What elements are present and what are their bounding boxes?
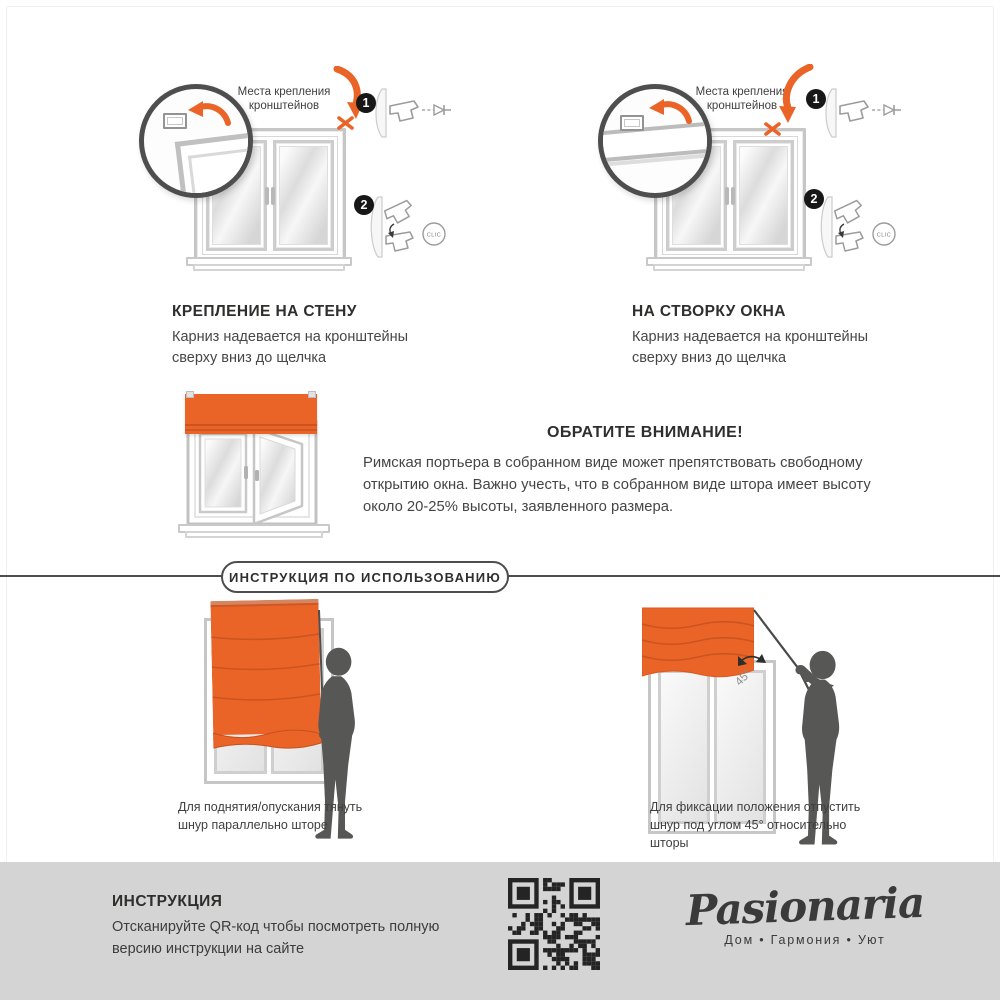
- window-sash: [733, 140, 794, 251]
- window-glass: [739, 146, 788, 245]
- bracket-screw-step-illustration: [820, 88, 904, 138]
- bracket-icon: [620, 115, 644, 131]
- step-2-badge: 2: [354, 195, 374, 215]
- blind-bracket-cap: [308, 391, 316, 398]
- attention-text: Римская портьера в собранном виде может препятствовать свободному открытию окна. Важно учесть, что в собранном виде штора имеет высоту около 20-25% высоты, заявленного размера.: [363, 455, 871, 516]
- wall-mount-text: Карниз надевается на кронштейны сверху вниз до щелчка: [172, 329, 409, 367]
- brand-tagline: Дом • Гармония • Уют: [724, 933, 886, 948]
- orange-arrow-icon: [329, 66, 365, 120]
- click-badge-label: CLIC: [876, 232, 892, 239]
- blind-bracket-cap: [186, 391, 194, 398]
- window-handle: [725, 187, 729, 205]
- window-sash: [273, 140, 334, 251]
- bracket-location-label: Места крепления кронштейнов: [695, 86, 789, 113]
- window-handle: [265, 187, 269, 205]
- step-1-badge: 1: [806, 89, 826, 109]
- window-glass: [279, 146, 328, 245]
- roman-blind-folded-illustration: [185, 394, 317, 434]
- window-sill-step: [653, 264, 805, 271]
- bracket-screw-step-illustration: [370, 88, 454, 138]
- x-mark-icon: [337, 116, 354, 130]
- x-mark-icon: [764, 122, 781, 136]
- sash-mount-text: Карниз надевается на кронштейны сверху вниз до щелчка: [632, 329, 869, 367]
- window-handle: [271, 187, 275, 205]
- bracket-icon: [163, 113, 187, 129]
- usage-fix-figure: [620, 590, 950, 855]
- usage-raise-figure: [150, 590, 470, 855]
- bracket-click-step-illustration: [366, 196, 454, 258]
- window-sill-step: [185, 531, 323, 538]
- magnifier-circle-wall: [139, 84, 253, 198]
- step-1-badge: 1: [356, 93, 376, 113]
- footer: [0, 862, 1000, 1000]
- footer-text: Отсканируйте QR-код чтобы посмотреть полную версию инструкции на сайте: [112, 919, 440, 957]
- orange-curved-arrow-icon: [645, 97, 693, 129]
- open-window-illustration: [186, 420, 318, 532]
- brand-logo: [640, 877, 970, 948]
- attention-title: ОБРАТИТЕ ВНИМАНИЕ!: [547, 424, 743, 441]
- window-sill-step: [193, 264, 345, 271]
- window-handle: [731, 187, 735, 205]
- orange-curved-arrow-icon: [184, 99, 232, 131]
- sash-mount-title: НА СТВОРКУ ОКНА: [632, 303, 786, 320]
- magnifier-circle-sash: [598, 84, 712, 198]
- footer-title: ИНСТРУКЦИЯ: [112, 893, 223, 910]
- usage-section-heading: ИНСТРУКЦИЯ ПО ИСПОЛЬЗОВАНИЮ: [221, 561, 509, 593]
- raise-caption: Для поднятия/опускания тянуть шнур параллельно шторе: [178, 800, 363, 833]
- bracket-click-step-illustration: [816, 196, 904, 258]
- fix-caption: Для фиксации положения отпустить шнур под углом 45° относительно шторы: [650, 800, 861, 851]
- brand-name: Pasionaria: [685, 877, 925, 936]
- step-2-badge: 2: [804, 189, 824, 209]
- click-badge-label: CLIC: [426, 232, 442, 239]
- wall-mount-title: КРЕПЛЕНИЕ НА СТЕНУ: [172, 303, 357, 320]
- angle-45-label: 45°: [733, 667, 755, 689]
- qr-code: [508, 878, 600, 970]
- bracket-location-label: Места крепления кронштейнов: [237, 86, 331, 113]
